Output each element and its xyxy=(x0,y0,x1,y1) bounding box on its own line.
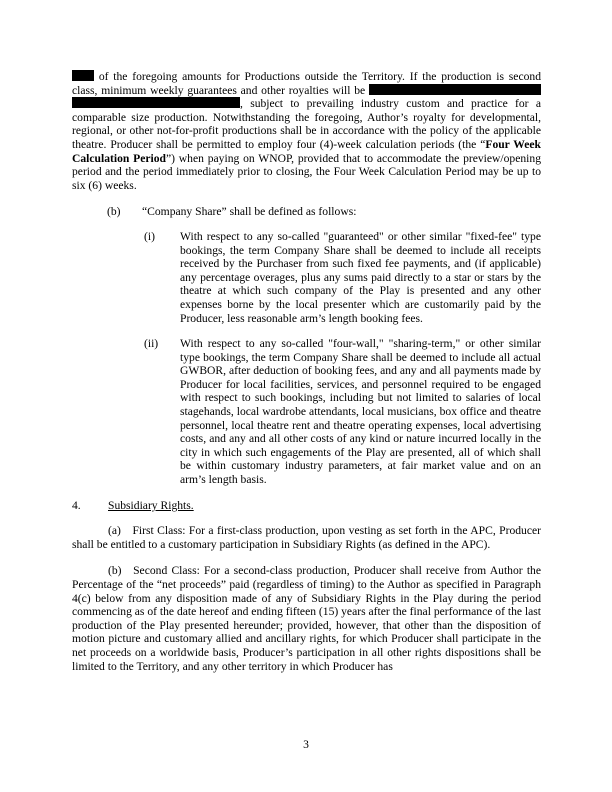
paragraph-text: ”) when paying on WNOP, provided that to accommodate the preview/opening period and the period immediately prior to closing, the Four Week Calculation Period may be up to six (6) weeks. xyxy=(72,151,541,192)
subsection-label: (b) xyxy=(107,205,121,219)
item-text: With respect to any so-called "guaranteed" or other similar "fixed-fee" type bookings, the term Company Share shall be deemed to include all receipts received by the Purchaser from such fixed fee payments, and (if applicable) any percentage overages, plus any sums paid directly to a star or stars by the theatre at which such company of the Play is presented and any other expenses borne by the local presenter which are customarily paid by the Producer, less reasonable arm’s length booking fees. xyxy=(180,229,541,325)
section-title: Subsidiary Rights. xyxy=(108,498,194,512)
page-number: 3 xyxy=(303,738,309,751)
redaction-bar xyxy=(369,84,541,95)
paragraph-first-class: (a) First Class: For a first-class production, upon vesting as set forth in the APC, Producer shall be entitled to a customary participation in Subsidiary Rights (as defined in the APC). xyxy=(72,524,541,551)
redaction-bar xyxy=(72,70,94,81)
item-number: (i) xyxy=(144,229,155,243)
paragraph-second-class: (b) Second Class: For a second-class production, Producer shall receive from Author the Percentage of the “net proceeds” paid (regardless of timing) to the Author as specified in Paragraph 4(c) below from any disposition made of any of Subsidiary Rights in the Play during the period commencing as of the date hereof and ending fifteen (15) years after the final performance of the last production of the Play presented hereunder; provided, however, that other than the disposition of motion picture and customary allied and ancillary rights, for which Producer shall participate in the net proceeds on a worldwide basis, Producer’s participation in all other rights dispositions shall be limited to the Territory, and any other territory in which Producer has xyxy=(72,564,542,673)
redaction-bar xyxy=(72,97,240,108)
section-number: 4. xyxy=(72,498,81,512)
paragraph-text: of the foregoing amounts for Productions outside the Territory. If the production is second class, minimum weekly guarantees and other royalties will be xyxy=(72,70,541,97)
document-page xyxy=(72,70,541,673)
list-item xyxy=(144,230,541,325)
subsection-b xyxy=(72,205,541,219)
paragraph-text: , subject to prevailing industry custom and practice for a comparable size production. Notwithstanding the foregoing, Author’s royalty for developmental, regional, or other not-for-profit productions shall be in accordance with the policy of the applicable theatre. Producer shall be permitted to employ four (4)-week calculation periods (the “ xyxy=(72,97,541,151)
defined-term: Four Week Calculation Period xyxy=(72,137,541,165)
continued-paragraph xyxy=(72,70,541,192)
item-text: With respect to any so-called "four-wall," "sharing-term," or other similar type bookings, the term Company Share shall be deemed to include all actual GWBOR, after deduction of booking fees, and any and all payments made by Producer for local facilities, services, and personnel required to be engaged with respect to such bookings, including but not limited to salaries of local stagehands, local wardrobe attendants, local musicians, box office and theatre personnel, local theatre rent and theatre operating expenses, local advertising costs, and any and all other costs of any kind or nature incurred locally in the city in which such engagements of the Play are presented, all of which shall be within customary industry parameters, at fair market value and on an arm’s length basis. xyxy=(180,337,541,487)
list-item xyxy=(144,337,541,487)
section-heading xyxy=(72,499,541,513)
subsection-text: “Company Share” shall be defined as follows: xyxy=(142,205,357,219)
item-number: (ii) xyxy=(144,337,159,351)
